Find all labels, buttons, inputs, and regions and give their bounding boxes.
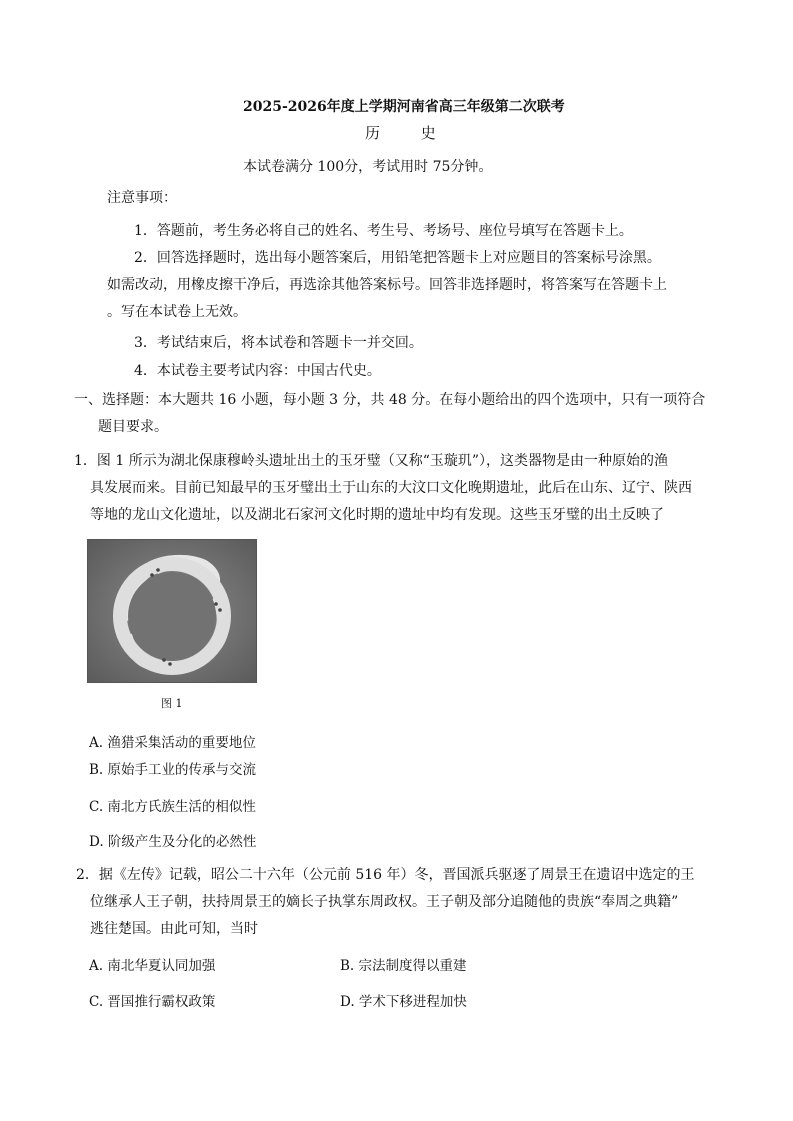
question-1-option-b[interactable]: B. 原始手工业的传承与交流 xyxy=(89,762,257,778)
question-2-line-1: 2．据《左传》记载，昭公二十六年（公元前 516 年）冬，晋国派兵驱逐了周景王在遗诏中选定的王 xyxy=(76,867,695,883)
question-1-option-a[interactable]: A. 渔猎采集活动的重要地位 xyxy=(89,735,256,751)
exam-info: 本试卷满分 100分，考试用时 75分钟。 xyxy=(243,159,493,175)
notice-item-1: 1．答题前，考生务必将自己的姓名、考生号、考场号、座位号填写在答题卡上。 xyxy=(134,223,633,239)
question-2-option-c[interactable]: C. 晋国推行霸权政策 xyxy=(89,994,216,1010)
question-2-line-3: 逃往楚国。由此可知，当时 xyxy=(90,921,258,937)
notice-item-2-line-2: 如需改动，用橡皮擦干净后，再选涂其他答案标号。回答非选择题时，将答案写在答题卡上 xyxy=(107,277,667,293)
question-1-line-3: 等地的龙山文化遗址，以及湖北石家河文化时期的遗址中均有发现。这些玉牙璧的出土反映了 xyxy=(90,507,664,523)
subject-char-1: 历 xyxy=(365,124,381,142)
section-1-line-2: 题目要求。 xyxy=(98,419,168,435)
section-1-line-1: 一、选择题：本大题共 16 小题，每小题 3 分，共 48 分。在每小题给出的四个选项中，只有一项符合 xyxy=(74,392,706,408)
question-2-line-2: 位继承人王子朝，扶持周景王的嫡长子执掌东周政权。王子朝及部分追随他的贵族“奉周之典籍” xyxy=(90,894,679,910)
subject-char-2: 史 xyxy=(420,124,436,142)
notice-item-4: 4．本试卷主要考试内容：中国古代史。 xyxy=(134,363,381,379)
question-2-option-d[interactable]: D. 学术下移进程加快 xyxy=(340,994,467,1010)
exam-title: 2025-2026年度上学期河南省高三年级第二次联考 xyxy=(243,99,565,115)
notice-item-2-line-1: 2．回答选择题时，选出每小题答案后，用铅笔把答题卡上对应题目的答案标号涂黑。 xyxy=(134,250,661,266)
notice-heading: 注意事项： xyxy=(107,190,177,206)
subject-title xyxy=(365,122,436,143)
question-2-option-b[interactable]: B. 宗法制度得以重建 xyxy=(340,958,467,974)
question-2-option-a[interactable]: A. 南北华夏认同加强 xyxy=(89,958,216,974)
question-1-option-d[interactable]: D. 阶级产生及分化的必然性 xyxy=(89,834,257,850)
jade-disc-figure xyxy=(87,539,257,683)
question-1-line-2: 具发展而来。目前已知最早的玉牙璧出土于山东的大汶口文化晚期遗址，此后在山东、辽宁、陕西 xyxy=(90,480,692,496)
jade-disc-image xyxy=(88,540,257,683)
figure-caption: 图 1 xyxy=(161,697,183,710)
notice-item-3: 3．考试结束后，将本试卷和答题卡一并交回。 xyxy=(134,335,423,351)
notice-item-2-line-3: 。写在本试卷上无效。 xyxy=(107,304,247,320)
question-1-line-1: 1．图 1 所示为湖北保康穆岭头遗址出土的玉牙璧（又称“玉璇玑”），这类器物是由一种原始的渔 xyxy=(74,453,669,469)
question-1-option-c[interactable]: C. 南北方氏族生活的相似性 xyxy=(89,799,256,815)
